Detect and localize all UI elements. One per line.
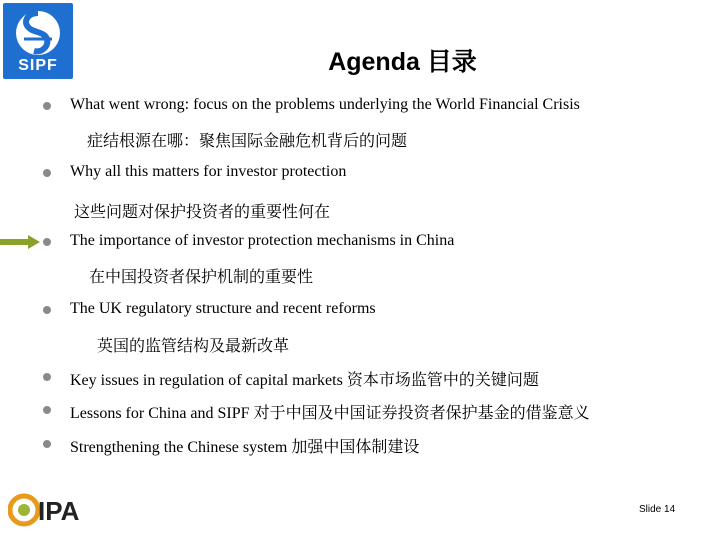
agenda-item-1-zh: 症结根源在哪：聚焦国际金融危机背后的问题 (87, 131, 408, 150)
agenda-item-1: What went wrong: focus on the problems underlying the World Financial Crisis (70, 96, 580, 113)
agenda-item-2-zh: 这些问题对保护投资者的重要性何在 (74, 202, 331, 221)
agenda-item-2: Why all this matters for investor protection (70, 163, 347, 180)
current-item-arrow-icon (0, 235, 40, 249)
sipf-logo-text: SIPF (18, 57, 58, 74)
agenda-item-4: The UK regulatory structure and recent reforms (70, 300, 376, 317)
ipa-logo-text: IPA (38, 496, 80, 526)
agenda-item-7-en: Strengthening the Chinese system (70, 439, 292, 456)
agenda-item-5-zh: 资本市场监管中的关键问题 (346, 370, 539, 389)
agenda-item-7-zh: 加强中国体制建设 (291, 437, 420, 456)
agenda-item-3: The importance of investor protection mechanisms in China (70, 232, 455, 249)
agenda-item-6-en: Lessons for China and SIPF (70, 405, 254, 422)
bullet-icon (43, 169, 51, 177)
agenda-item-7 (70, 434, 419, 457)
bullet-icon (43, 406, 51, 414)
agenda-item-3-zh: 在中国投资者保护机制的重要性 (89, 267, 314, 286)
bullet-icon (43, 102, 51, 110)
page-title: Agenda 目录 (328, 48, 477, 76)
agenda-item-4-zh: 英国的监管结构及最新改革 (97, 336, 290, 355)
bullet-icon (43, 373, 51, 381)
ipa-mark-icon (10, 496, 38, 524)
agenda-item-6 (70, 400, 590, 423)
bullet-icon (43, 306, 51, 314)
agenda-item-6-zh: 对于中国及中国证券投资者保护基金的借鉴意义 (253, 403, 590, 422)
slide-number: Slide 14 (639, 504, 676, 515)
bullet-icon (43, 238, 51, 246)
ipa-logo (8, 488, 98, 528)
agenda-item-5 (70, 367, 539, 390)
agenda-item-5-en: Key issues in regulation of capital markets (70, 372, 347, 389)
bullet-icon (43, 440, 51, 448)
